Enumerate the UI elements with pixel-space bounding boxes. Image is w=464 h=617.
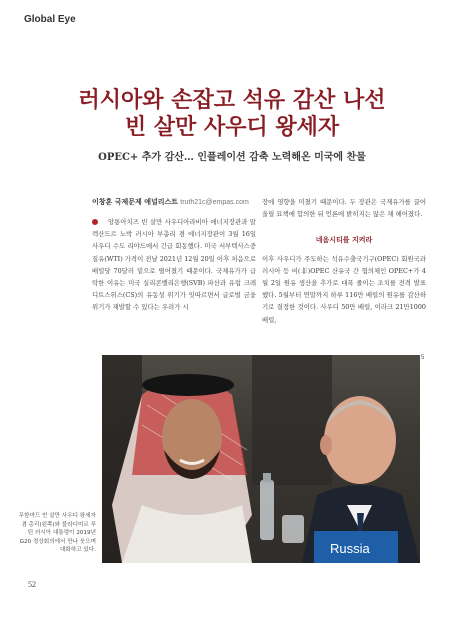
byline: [92, 197, 249, 207]
title-line-1: 러시아와 손잡고 석유 감산 나선: [78, 88, 386, 113]
page-number: 52: [28, 580, 36, 589]
bullet-icon: [92, 219, 98, 225]
title-line-2: 빈 살만 사우디 왕세자: [124, 115, 340, 140]
body-column-right: [262, 196, 426, 326]
article-subtitle: OPEC+ 추가 감산… 인플레이션 감축 노력해온 미국에 찬물: [98, 152, 366, 163]
edge-mark: 5: [421, 355, 425, 361]
article-title: [0, 87, 464, 141]
body-paragraph-3: 이후 사우디가 주도하는 석유수출국기구(OPEC) 회원국과 러시아 등 비(非)OPEC 산유국 간 협의체인 OPEC+가 4월 2일 원유 생산을 추가로 대폭 줄이는 조치를 전격 발표했다. 5월부터 연말까지 하루 116만 배럴의 원유를 감산하기로 결정한 것이다. 사우디 50만 배럴, 이라크 21만1000배럴,: [262, 254, 426, 324]
author-name: 이창훈 국제문제 애널리스트: [92, 198, 179, 206]
body-text-1: 앙통아치즈 빈 살만 사우디아라비아 에너지장관과 알렉산드르 노박 러시아 부총리 겸 에너지장관이 3월 16일 사우디 수도 리야드에서 긴급 회동했다. 미국 서부텍사스중질유(WTI) 가격이 전날 2021년 12월 20일 이후 처음으로 배럴당 70달러 밑으로 떨어졌기 때문이다. 국제유가가 급락한 이유는 미국 실리콘밸리은행(SVB) 파산과 유럽 크레디트스위스(CS)의 유동성 위기가 잇따르면서 글로벌 금융위기가 재발할 수 있다는 우려가 시: [92, 218, 256, 312]
section-label: Global Eye: [24, 14, 76, 25]
article-photo: [102, 355, 420, 563]
body-paragraph-1: [92, 216, 256, 314]
photo-illustration: [102, 355, 420, 563]
body-paragraph-2: 장에 영향을 미쳤기 때문이다. 두 장관은 국제유가를 끌어올릴 묘책에 합의한 뒤 언론에 밝히지는 않은 채 헤어졌다.: [262, 198, 426, 219]
photo-caption: 무함마드 빈 살만 사우디 왕세자 겸 총리(왼쪽)와 블라디미르 푸틴 러시아 대통령이 2019년 G20 정상회의에서 만나 웃으며 대화하고 있다.: [18, 513, 96, 554]
section-subhead: 네옴시티를 지켜라: [315, 236, 373, 245]
author-email: truth21c@empas.com: [180, 199, 249, 206]
name-plate-text: Russia: [330, 541, 370, 556]
body-column-left: [92, 216, 256, 314]
